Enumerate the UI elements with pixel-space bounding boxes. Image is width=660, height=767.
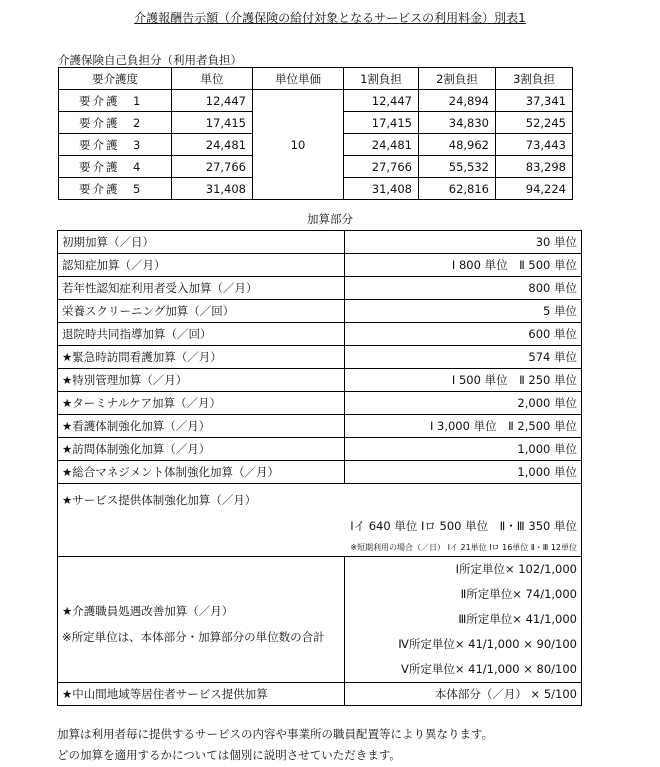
- addition-row: [58, 461, 582, 484]
- copay-30: 94,224: [496, 178, 573, 200]
- mountain-name: ★中山間地域等居住者サービス提供加算: [58, 683, 345, 706]
- addition-name: 栄養スクリーニング加算（／回）: [58, 300, 345, 323]
- care-level: 要介護 5: [59, 178, 172, 200]
- col-copay-20: 2割負担: [419, 68, 496, 90]
- care-level: 要介護 2: [59, 112, 172, 134]
- care-level: 要介護 3: [59, 134, 172, 156]
- copay-caption: 介護保険自己負担分（利用者負担）: [58, 53, 242, 67]
- addition-name: ★特別管理加算（／月）: [58, 369, 345, 392]
- service-system-name: ★サービス提供体制強化加算（／月）: [62, 493, 257, 507]
- treatment-value: Ⅰ所定単位× 102/1,000: [455, 562, 577, 576]
- addition-value: 2,000 単位: [345, 392, 582, 415]
- copay-20: 34,830: [419, 112, 496, 134]
- copay-10: 17,415: [344, 112, 419, 134]
- addition-name: ★総合マネジメント体制強化加算（／月）: [58, 461, 345, 484]
- col-units: 単位: [172, 68, 253, 90]
- service-system-cell: [58, 484, 582, 557]
- footnote: 加算は利用者毎に提供するサービスの内容や事業所の職員配置等により異なります。: [57, 727, 494, 741]
- addition-name: 若年性認知症利用者受入加算（／月）: [58, 277, 345, 300]
- addition-row: [58, 231, 582, 254]
- treatment-name: ★介護職員処遇改善加算（／月）: [62, 604, 234, 618]
- copay-30: 37,341: [496, 90, 573, 112]
- page-title: 介護報酬告示額（介護保険の給付対象となるサービスの利用料金）別表1: [134, 11, 526, 25]
- copay-30: 83,298: [496, 156, 573, 178]
- addition-value: Ⅰ 500 単位 Ⅱ 250 単位: [345, 369, 582, 392]
- copay-10: 12,447: [344, 90, 419, 112]
- addition-value: Ⅰ 3,000 単位 Ⅱ 2,500 単位: [345, 415, 582, 438]
- addition-name: ★看護体制強化加算（／月）: [58, 415, 345, 438]
- copay-20: 62,816: [419, 178, 496, 200]
- addition-name: 認知症加算（／月）: [58, 254, 345, 277]
- footnote: どの加算を適用するかについては個別に説明させていただきます。: [57, 748, 401, 762]
- treatment-value: Ⅲ所定単位× 41/1,000: [458, 612, 577, 626]
- units: 27,766: [172, 156, 253, 178]
- addition-name: ★緊急時訪問看護加算（／月）: [58, 346, 345, 369]
- copay-header-row: [59, 68, 573, 90]
- treatment-values-cell: [345, 557, 582, 683]
- col-copay-30: 3割負担: [496, 68, 573, 90]
- mountain-row: [58, 683, 582, 706]
- additions-table: [57, 230, 582, 706]
- copay-20: 24,894: [419, 90, 496, 112]
- unit-price: 10: [253, 90, 344, 200]
- copay-10: 27,766: [344, 156, 419, 178]
- addition-row: [58, 300, 582, 323]
- copay-30: 52,245: [496, 112, 573, 134]
- copay-10: 24,481: [344, 134, 419, 156]
- copay-20: 55,532: [419, 156, 496, 178]
- addition-row: [58, 392, 582, 415]
- service-system-row: [58, 484, 582, 557]
- col-copay-10: 1割負担: [344, 68, 419, 90]
- addition-row: [58, 323, 582, 346]
- addition-name: ★ターミナルケア加算（／月）: [58, 392, 345, 415]
- table-row: [59, 90, 573, 112]
- treatment-row: [58, 557, 582, 683]
- addition-row: [58, 254, 582, 277]
- addition-value: 1,000 単位: [345, 461, 582, 484]
- addition-row: [58, 277, 582, 300]
- mountain-value: 本体部分（／月） × 5/100: [345, 683, 582, 706]
- treatment-value: Ⅱ所定単位× 74/1,000: [460, 587, 577, 601]
- addition-row: [58, 438, 582, 461]
- units: 24,481: [172, 134, 253, 156]
- addition-value: 800 単位: [345, 277, 582, 300]
- copay-30: 73,443: [496, 134, 573, 156]
- care-level: 要介護 1: [59, 90, 172, 112]
- addition-value: 574 単位: [345, 346, 582, 369]
- copay-10: 31,408: [344, 178, 419, 200]
- addition-value: 600 単位: [345, 323, 582, 346]
- service-system-value: Ⅰイ 640 単位 Ⅰロ 500 単位 Ⅱ・Ⅲ 350 単位: [350, 519, 577, 533]
- col-care-level: 要介護度: [59, 68, 172, 90]
- service-system-note: ※短期利用の場合（／日） Ⅰイ 21単位 Ⅰロ 16単位 Ⅱ・Ⅲ 12単位: [350, 543, 577, 552]
- treatment-name-cell: [58, 557, 345, 683]
- care-level: 要介護 4: [59, 156, 172, 178]
- treatment-note: ※所定単位は、本体部分・加算部分の単位数の合計: [62, 630, 325, 644]
- treatment-value: Ⅳ所定単位× 41/1,000 × 90/100: [398, 637, 577, 651]
- additions-title: 加算部分: [307, 212, 353, 226]
- col-unit-price: 単位単価: [253, 68, 344, 90]
- addition-row: [58, 346, 582, 369]
- addition-name: ★訪問体制強化加算（／月）: [58, 438, 345, 461]
- addition-name: 退院時共同指導加算（／回）: [58, 323, 345, 346]
- addition-row: [58, 415, 582, 438]
- units: 12,447: [172, 90, 253, 112]
- units: 31,408: [172, 178, 253, 200]
- addition-value: 30 単位: [345, 231, 582, 254]
- addition-value: 5 単位: [345, 300, 582, 323]
- treatment-value: Ⅴ所定単位× 41/1,000 × 80/100: [401, 662, 577, 676]
- addition-row: [58, 369, 582, 392]
- addition-value: 1,000 単位: [345, 438, 582, 461]
- addition-value: Ⅰ 800 単位 Ⅱ 500 単位: [345, 254, 582, 277]
- copay-20: 48,962: [419, 134, 496, 156]
- copay-table: [58, 67, 573, 200]
- addition-name: 初期加算（／日）: [58, 231, 345, 254]
- units: 17,415: [172, 112, 253, 134]
